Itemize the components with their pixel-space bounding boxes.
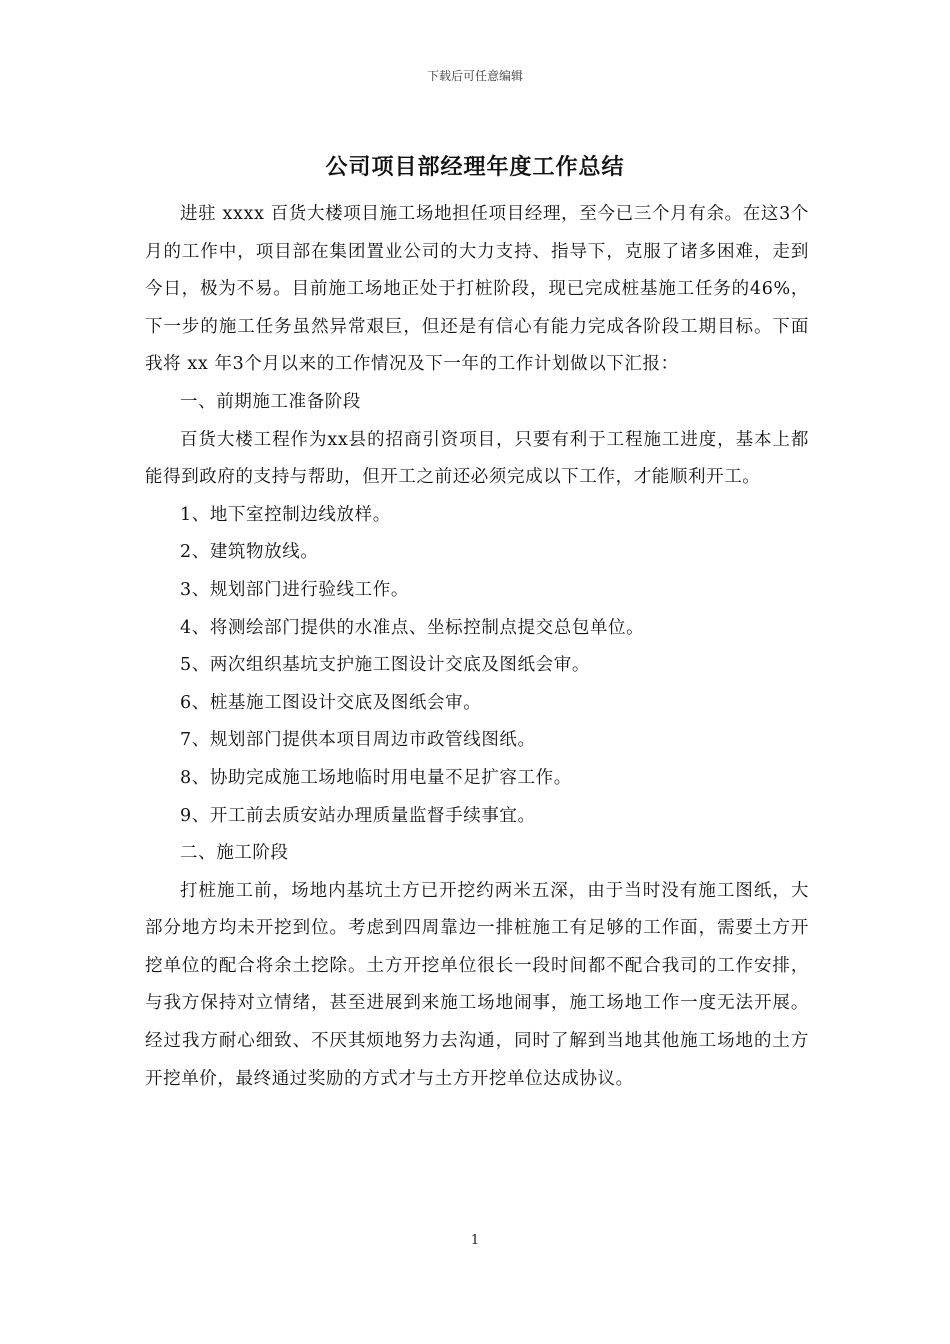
- section-heading-2: 二、施工阶段: [180, 843, 289, 864]
- list-item: 6、桩基施工图设计交底及图纸会审。: [180, 692, 482, 713]
- paragraph-preparation: 百货大楼工程作为xx县的招商引资项目，只要有利于工程施工进度，基本上都能得到政府的支持与帮助，但开工之前还必须完成以下工作，才能顺利开工。: [145, 429, 809, 488]
- section-heading-1: 一、前期施工准备阶段: [180, 391, 361, 412]
- document-title: 公司项目部经理年度工作总结: [325, 155, 625, 180]
- list-item: 2、建筑物放线。: [180, 542, 319, 563]
- paragraph-construction: 打桩施工前，场地内基坑土方已开挖约两米五深，由于当时没有施工图纸，大部分地方均未开挖到位。考虑到四周靠边一排桩施工有足够的工作面，需要土方开挖单位的配合将余土挖除。土方开挖单位很长一段时间都不配合我司的工作安排，与我方保持对立情绪，甚至进展到来施工场地闹事，施工场地工作一度无法开展。经过我方耐心细致、不厌其烦地努力去沟通，同时了解到当地其他施工场地的土方开挖单价，最终通过奖励的方式才与土方开挖单位达成协议。: [145, 880, 809, 1089]
- page-number: 1: [470, 1233, 480, 1248]
- paragraph-intro: 进驻 xxxx 百货大楼项目施工场地担任项目经理，至今已三个月有余。在这3个月的工作中，项目部在集团置业公司的大力支持、指导下，克服了诸多困难，走到今日，极为不易。目前施工场地正处于打桩阶段，现已完成桩基施工任务的46%，下一步的施工任务虽然异常艰巨，但还是有信心有能力完成各阶段工期目标。下面我将 xx 年3个月以来的工作情况及下一年的工作计划做以下汇报：: [145, 204, 809, 375]
- list-item: 4、将测绘部门提供的水准点、坐标控制点提交总包单位。: [180, 617, 645, 638]
- list-item: 3、规划部门进行验线工作。: [180, 579, 409, 600]
- document-body: [145, 196, 809, 1098]
- list-item: 1、地下室控制边线放样。: [180, 504, 391, 525]
- list-item: 7、规划部门提供本项目周边市政管线图纸。: [180, 730, 536, 751]
- list-item: 5、两次组织基坑支护施工图设计交底及图纸会审。: [180, 655, 590, 676]
- header-note: 下载后可任意编辑: [426, 69, 523, 83]
- list-item: 9、开工前去质安站办理质量监督手续事宜。: [180, 805, 536, 826]
- list-item: 8、协助完成施工场地临时用电量不足扩容工作。: [180, 767, 572, 788]
